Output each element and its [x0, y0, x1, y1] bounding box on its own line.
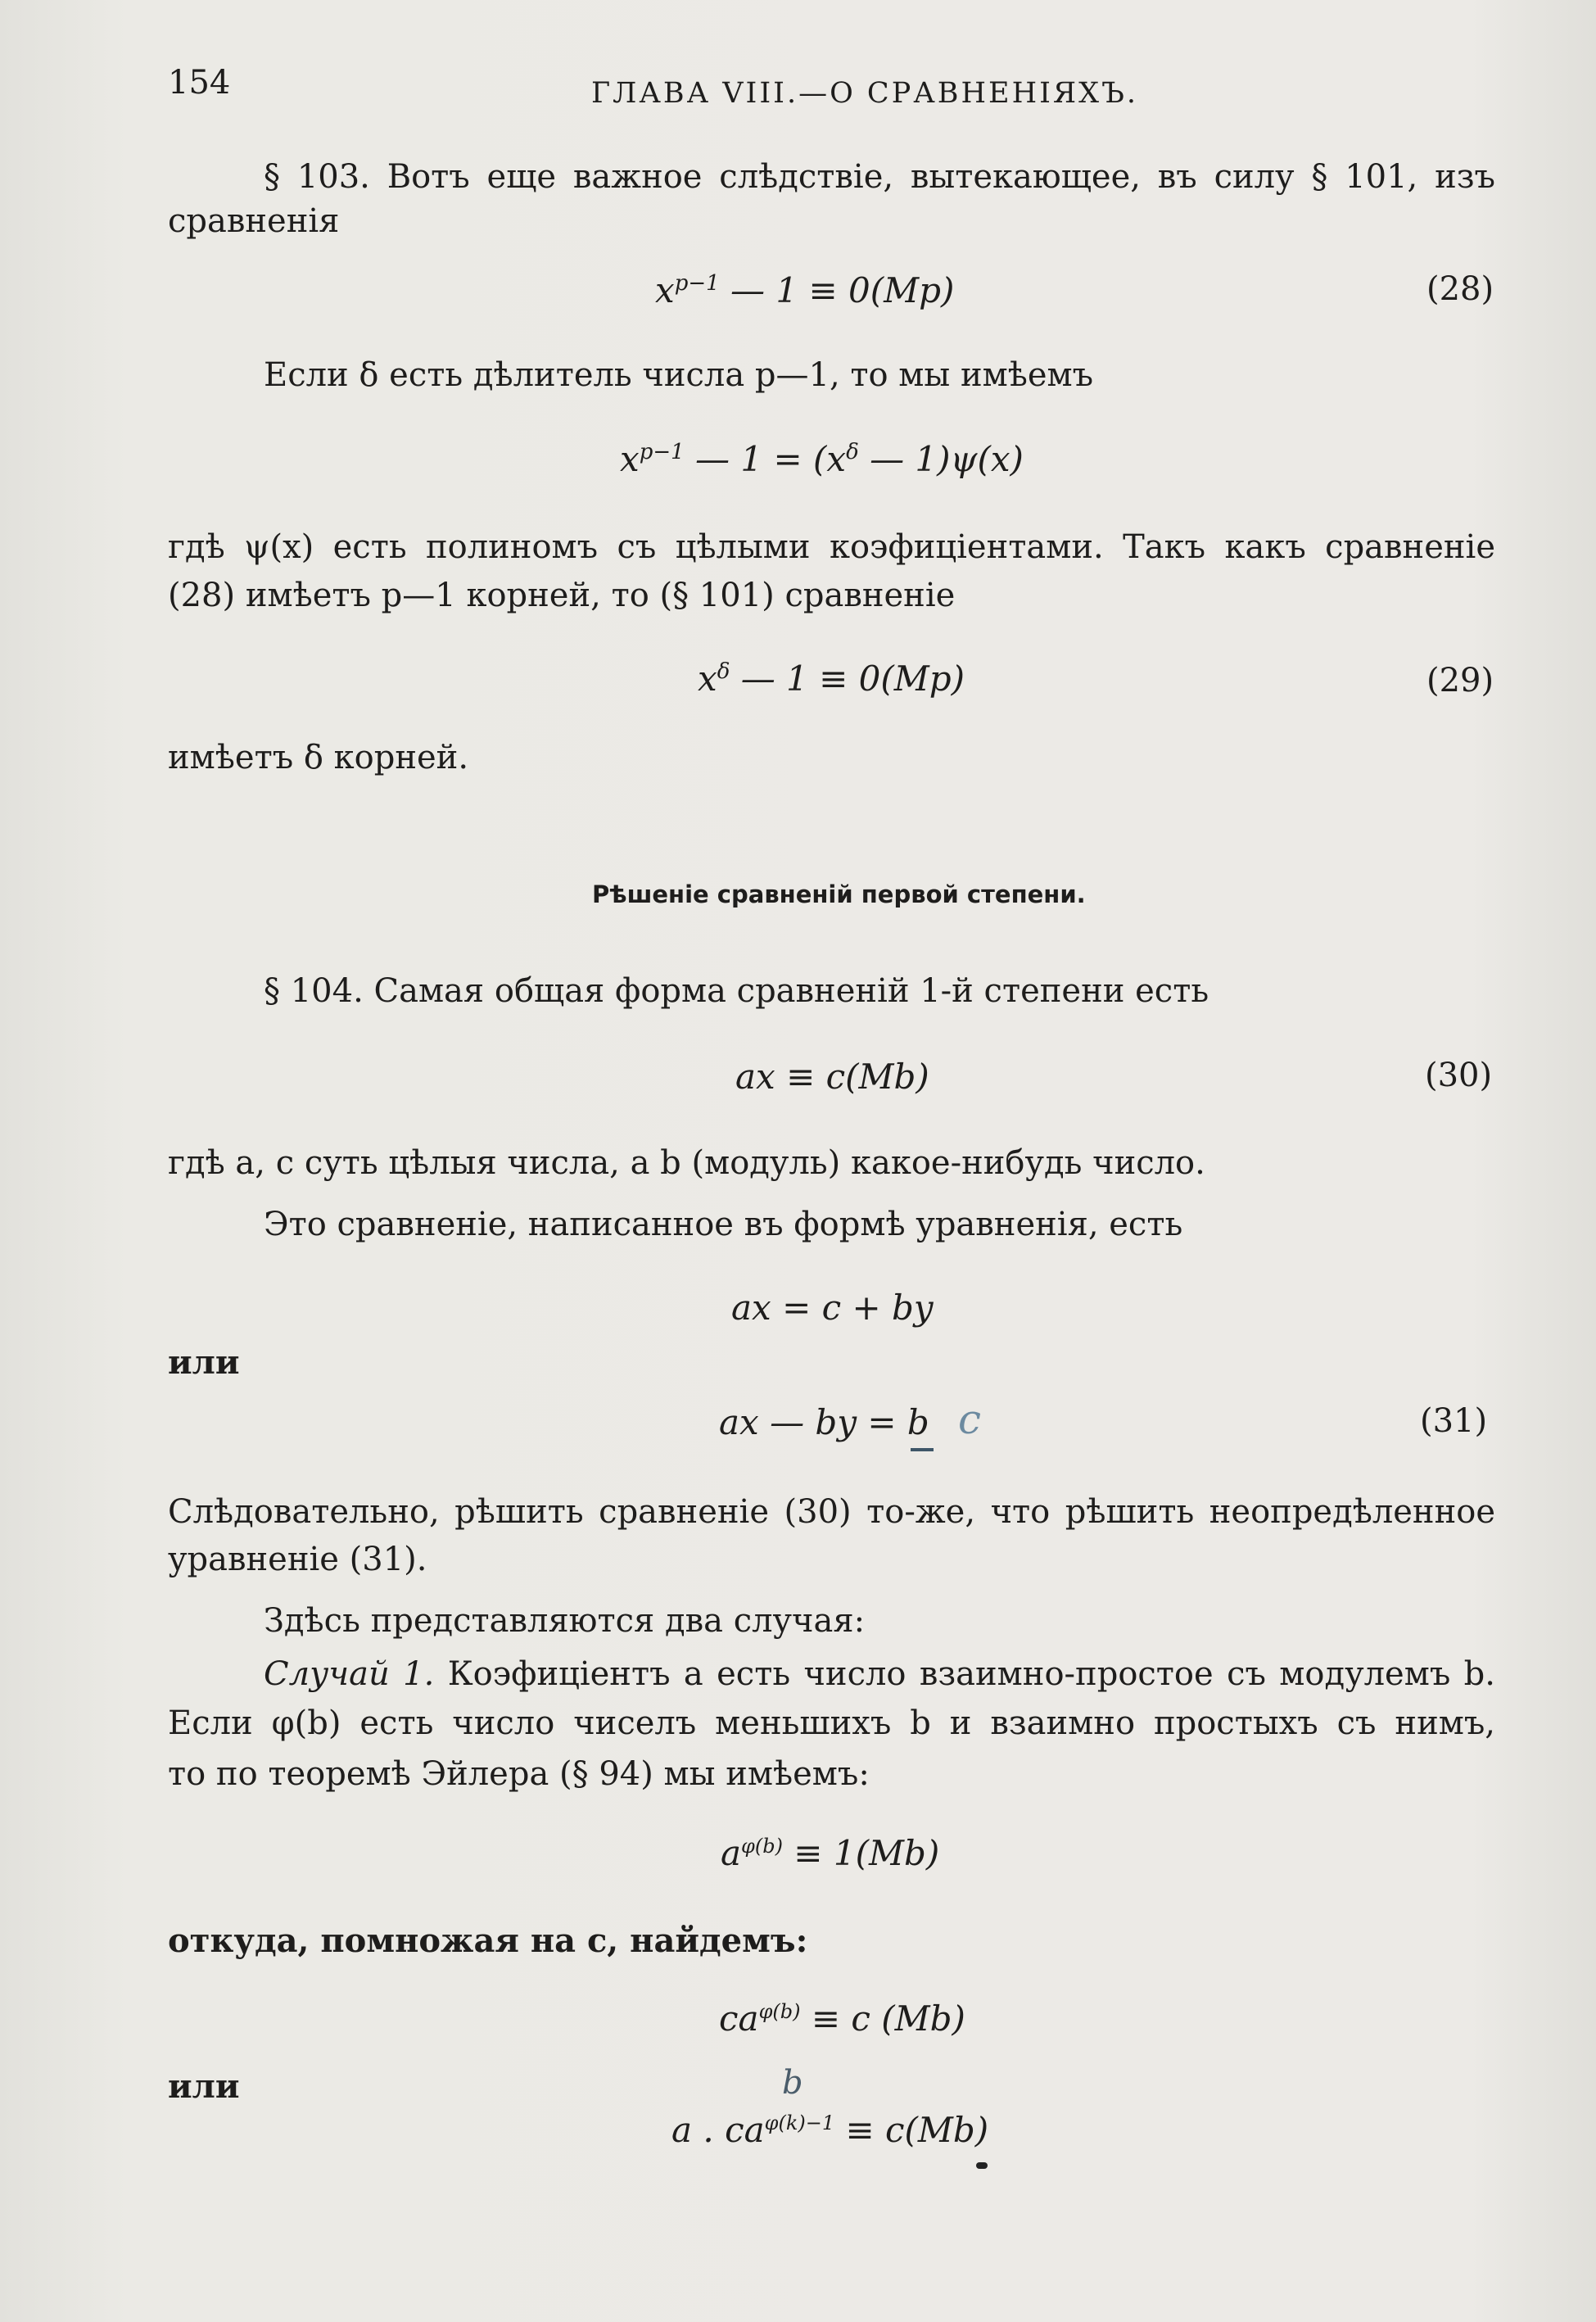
paragraph-this: Это сравненіе, написанное въ формѣ уравненія, есть — [264, 1206, 1183, 1243]
equation-29 — [698, 659, 965, 699]
paragraph-hence-line1: Слѣдовательно, рѣшить сравненіе (30) то-же, что рѣшить неопредѣленное — [168, 1493, 1495, 1531]
equation-31-label: (31) — [1420, 1402, 1488, 1440]
equation-euler-body: $a^{\varphi(b)} \equiv 1(Mb)$ — [721, 1833, 940, 1873]
running-title: ГЛАВА VIII.—О СРАВНЕНІЯХЪ. — [591, 77, 1139, 110]
equation-30-body: ax ≡ c(Mb) — [735, 1057, 929, 1097]
paragraph-mult: откуда, помножая на c, найдемъ: — [168, 1921, 808, 1960]
equation-ax-body: ax = c + by — [731, 1288, 934, 1328]
paragraph-hence-line2: уравненіе (31). — [168, 1541, 427, 1578]
ink-speck — [976, 2162, 988, 2169]
pencil-note-b: b — [782, 2064, 803, 2102]
equation-factor — [620, 439, 1024, 479]
equation-ax — [731, 1288, 934, 1328]
paragraph-acb: гдѣ a, c суть цѣлыя числа, а b (модуль) какое-нибудь число. — [168, 1144, 1205, 1182]
paragraph-has-roots: имѣетъ δ корней. — [168, 739, 469, 776]
paragraph-where-line2: (28) имѣетъ p—1 корней, то (§ 101) сравненіе — [168, 577, 956, 614]
equation-31 — [719, 1402, 929, 1442]
equation-30-label: (30) — [1425, 1057, 1493, 1094]
equation-31-body: ax — by = b — [719, 1402, 929, 1442]
equation-29-body: $x^\delta$ — 1 ≡ 0(Mp) — [698, 659, 965, 699]
paragraph-103-line1: § 103. Вотъ еще важное слѣдствіе, вытекающее, въ силу § 101, изъ — [264, 158, 1495, 196]
equation-29-label: (29) — [1426, 662, 1494, 699]
equation-28 — [655, 270, 954, 310]
equation-28-label: (28) — [1426, 270, 1494, 308]
equation-30 — [735, 1057, 929, 1097]
case1-lead: Случай 1. — [264, 1655, 435, 1693]
equation-mult-body: $ca^{\varphi(b)} \equiv c$ (Mb) — [719, 1998, 965, 2039]
word-or: или — [168, 1343, 240, 1382]
pencil-note-c: c — [958, 1396, 982, 1443]
pencil-underline — [911, 1448, 934, 1451]
case1-text: Коэфиціентъ a есть число взаимно-простое съ модулемъ b. — [447, 1655, 1495, 1693]
paragraph-case1-line1 — [264, 1650, 1495, 1699]
equation-final-body: a . $ca^{\varphi(k)-1} \equiv c(Mb)$ — [671, 2110, 989, 2150]
equation-mult — [719, 1998, 965, 2039]
section-title: Рѣшеніе сравненій первой степени. — [592, 880, 1086, 908]
paragraph-case1-line3: то по теоремѣ Эйлера (§ 94) мы имѣемъ: — [168, 1755, 870, 1793]
equation-final — [671, 2110, 988, 2150]
equation-factor-body: $x^{p-1}$ — $1 = (x^\delta$ — 1)ψ(x) — [620, 439, 1024, 479]
paragraph-case1-line2: Если φ(b) есть число чиселъ меньшихъ b и взаимно простыхъ съ нимъ, — [168, 1704, 1495, 1742]
paragraph-if: Если δ есть дѣлитель числа p—1, то мы имѣемъ — [264, 356, 1094, 394]
equation-28-body: $x^{p-1}$ — 1 ≡ 0(Mp) — [655, 270, 955, 310]
paragraph-104: § 104. Самая общая форма сравненій 1-й степени есть — [264, 972, 1209, 1010]
paragraph-cases: Здѣсь представляются два случая: — [264, 1602, 866, 1640]
equation-euler — [721, 1833, 939, 1873]
word-or-2: или — [168, 2067, 240, 2106]
paragraph-103-line2: сравненія — [168, 202, 340, 240]
paragraph-where-line1: гдѣ ψ(x) есть полиномъ съ цѣлыми коэфиціентами. Такъ какъ сравненіе — [168, 528, 1495, 566]
page-number: 154 — [168, 64, 231, 102]
